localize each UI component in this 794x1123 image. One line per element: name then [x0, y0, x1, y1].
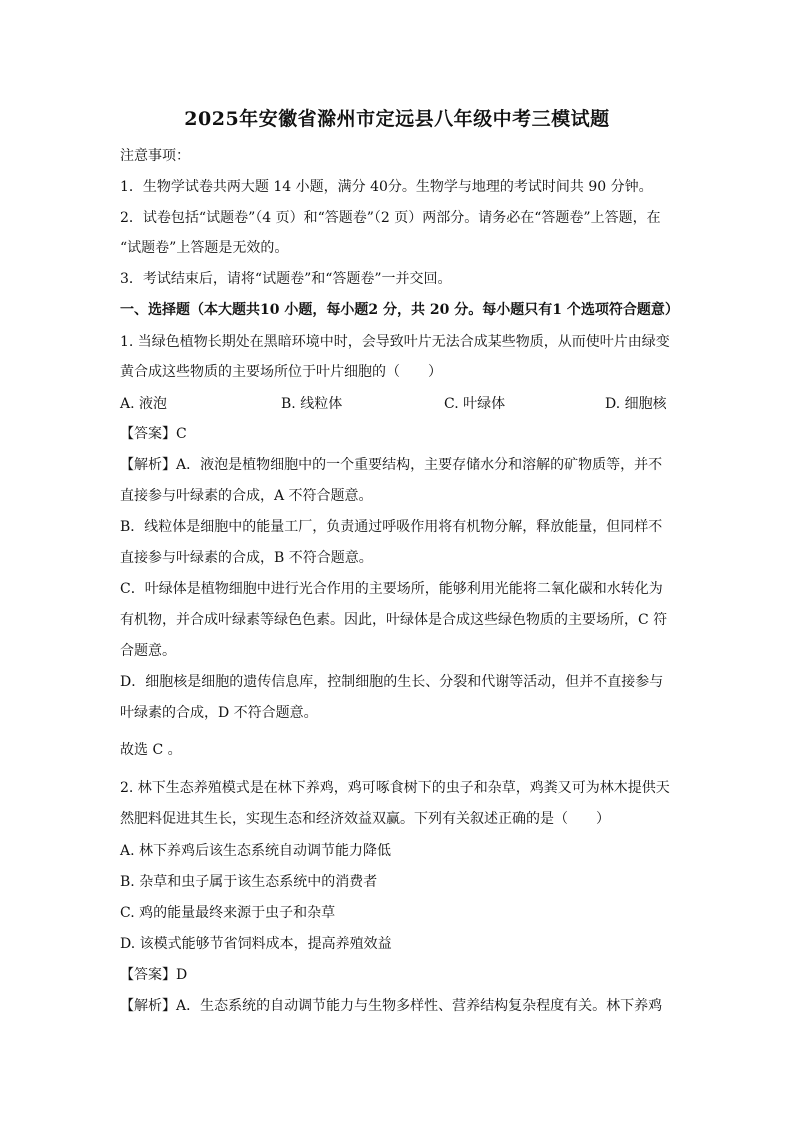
analysis-line: 【解析】A．生态系统的自动调节能力与生物多样性、营养结构复杂程度有关。林下养鸡 [120, 998, 663, 1014]
option-c: C. 鸡的能量最终来源于虫子和杂草 [120, 905, 336, 921]
option-d: D. 该模式能够节省饲料成本，提高养殖效益 [120, 936, 392, 952]
section-heading: 一、选择题（本大题共10 小题，每小题2 分，共 20 分。每小题只有1 个选项符合题意） [120, 302, 679, 318]
analysis-line: B．线粒体是细胞中的能量工厂，负责通过呼吸作用将有机物分解，释放能量，但同样不 [120, 519, 663, 535]
conclusion-line: 故选 C 。 [120, 742, 182, 758]
analysis-line: D．细胞核是细胞的遗传信息库，控制细胞的生长、分裂和代谢等活动，但并不直接参与 [120, 674, 664, 690]
analysis-line: 直接参与叶绿素的合成，B 不符合题意。 [120, 550, 373, 566]
analysis-line: 叶绿素的合成，D 不符合题意。 [120, 705, 318, 721]
notice-label: 注意事项： [120, 148, 190, 164]
notice-item: 1．生物学试卷共两大题 14 小题，满分 40分。生物学与地理的考试时间共 90 分钟。 [120, 179, 653, 195]
notice-item: 2．试卷包括“试题卷”（4 页）和“答题卷”（2 页）两部分。请务必在“答题卷”上答题，在 [120, 210, 661, 226]
analysis-line: 合题意。 [120, 643, 176, 659]
answer-line: 【答案】D [120, 967, 188, 983]
option-b: B. 线粒体 [281, 396, 343, 412]
option-d: D. 细胞核 [605, 396, 667, 412]
analysis-line: C．叶绿体是植物细胞中进行光合作用的主要场所，能够利用光能将二氧化碳和水转化为 [120, 581, 663, 597]
question-stem: 黄合成这些物质的主要场所位于叶片细胞的（ ） [120, 364, 442, 380]
notice-item: 3．考试结束后，请将“试题卷”和“答题卷”一并交回。 [120, 271, 452, 287]
option-c: C. 叶绿体 [444, 396, 506, 412]
analysis-line: 【解析】A．液泡是植物细胞中的一个重要结构，主要存储水分和溶解的矿物质等，并不 [120, 457, 663, 473]
analysis-line: 有机物，并合成叶绿素等绿色色素。因此，叶绿体是合成这些绿色物质的主要场所，C 符 [120, 612, 668, 628]
analysis-line: 直接参与叶绿素的合成，A 不符合题意。 [120, 488, 373, 504]
question-stem: 然肥料促进其生长，实现生态和经济效益双赢。下列有关叙述正确的是（ ） [120, 811, 610, 827]
page-title: 2025年安徽省滁州市定远县八年级中考三模试题 [184, 108, 610, 130]
question-stem: 2. 林下生态养殖模式是在林下养鸡，鸡可啄食树下的虫子和杂草，鸡粪又可为林木提供天 [120, 780, 670, 796]
answer-line: 【答案】C [120, 426, 187, 442]
question-stem: 1. 当绿色植物长期处在黑暗环境中时，会导致叶片无法合成某些物质，从而使叶片由绿变 [120, 334, 670, 350]
option-a: A. 林下养鸡后该生态系统自动调节能力降低 [120, 843, 392, 859]
option-a: A. 液泡 [120, 396, 168, 412]
notice-item: “试题卷”上答题是无效的。 [120, 240, 289, 256]
option-b: B. 杂草和虫子属于该生态系统中的消费者 [120, 874, 378, 890]
